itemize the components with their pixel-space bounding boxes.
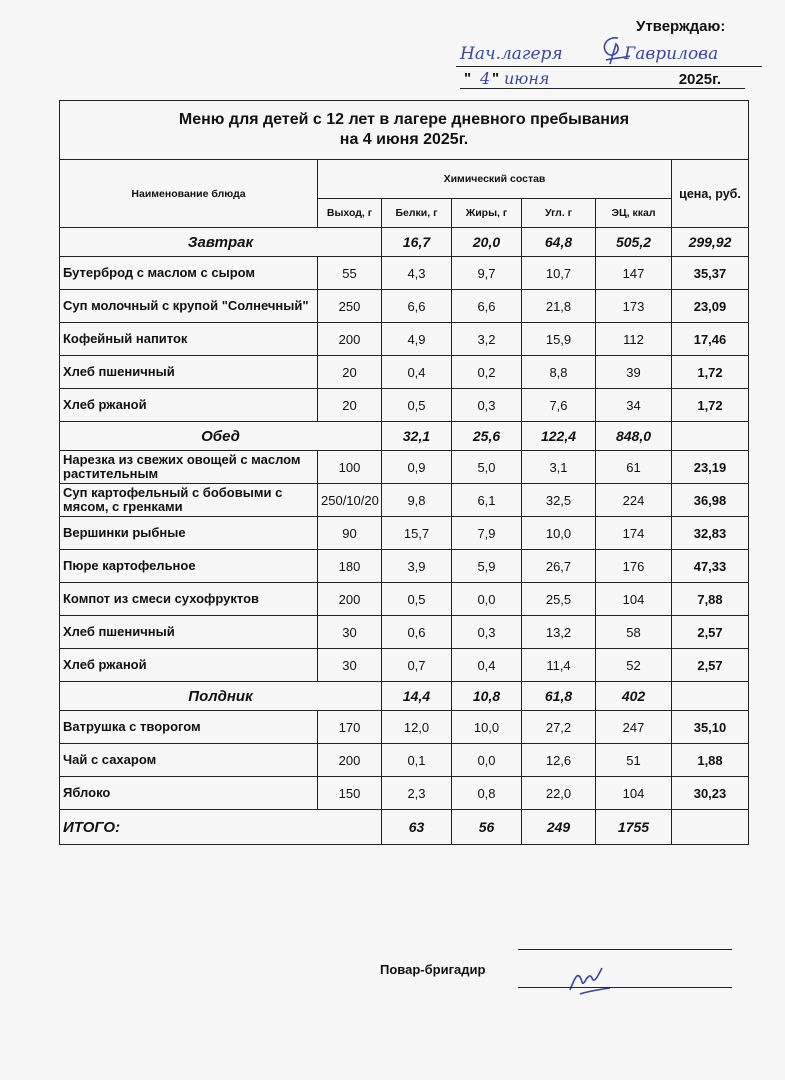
dish-energy: 52 <box>596 649 672 682</box>
dish-energy: 104 <box>596 777 672 810</box>
dish-energy: 247 <box>596 711 672 744</box>
dish-energy: 61 <box>596 451 672 484</box>
dish-fat: 10,0 <box>452 711 522 744</box>
dish-fat: 0,0 <box>452 744 522 777</box>
total-price <box>672 810 749 845</box>
dish-energy: 112 <box>596 323 672 356</box>
dish-yield: 100 <box>318 451 382 484</box>
header-chemical: Химический состав <box>318 160 672 199</box>
dish-fat: 6,6 <box>452 290 522 323</box>
dish-carbs: 22,0 <box>522 777 596 810</box>
section-price: 299,92 <box>672 228 749 257</box>
dish-protein: 0,5 <box>382 389 452 422</box>
total-protein: 63 <box>382 810 452 845</box>
total-row <box>60 810 749 845</box>
dish-price: 7,88 <box>672 583 749 616</box>
menu-title-line-1: Меню для детей с 12 лет в лагере дневного пребывания <box>178 111 630 128</box>
dish-carbs: 7,6 <box>522 389 596 422</box>
dish-price: 17,46 <box>672 323 749 356</box>
dish-energy: 173 <box>596 290 672 323</box>
dish-row <box>60 550 749 583</box>
dish-carbs: 11,4 <box>522 649 596 682</box>
dish-name: Суп молочный с крупой "Солнечный" <box>60 290 318 323</box>
dish-fat: 3,2 <box>452 323 522 356</box>
dish-protein: 2,3 <box>382 777 452 810</box>
dish-energy: 58 <box>596 616 672 649</box>
dish-name: Кофейный напиток <box>60 323 318 356</box>
header-protein: Белки, г <box>382 199 452 228</box>
dish-carbs: 15,9 <box>522 323 596 356</box>
dish-energy: 224 <box>596 484 672 517</box>
dish-row <box>60 583 749 616</box>
dish-carbs: 13,2 <box>522 616 596 649</box>
section-row <box>60 422 749 451</box>
dish-energy: 51 <box>596 744 672 777</box>
section-fat: 20,0 <box>452 228 522 257</box>
dish-name: Нарезка из свежих овощей с маслом растительным <box>60 451 318 484</box>
section-protein: 14,4 <box>382 682 452 711</box>
dish-price: 1,72 <box>672 356 749 389</box>
total-carbs: 249 <box>522 810 596 845</box>
dish-name: Компот из смеси сухофруктов <box>60 583 318 616</box>
section-row <box>60 682 749 711</box>
dish-carbs: 12,6 <box>522 744 596 777</box>
dish-yield: 55 <box>318 257 382 290</box>
cook-signature-line-top <box>518 949 732 950</box>
dish-energy: 39 <box>596 356 672 389</box>
dish-row <box>60 323 749 356</box>
dish-price: 35,37 <box>672 257 749 290</box>
dish-yield: 180 <box>318 550 382 583</box>
cook-signature-mark <box>566 958 616 998</box>
dish-energy: 174 <box>596 517 672 550</box>
dish-price: 36,98 <box>672 484 749 517</box>
date-day: 4 <box>480 69 491 88</box>
dish-fat: 0,8 <box>452 777 522 810</box>
dish-name: Ватрушка с творогом <box>60 711 318 744</box>
dish-name: Хлеб ржаной <box>60 389 318 422</box>
dish-carbs: 25,5 <box>522 583 596 616</box>
dish-row <box>60 290 749 323</box>
dish-fat: 5,0 <box>452 451 522 484</box>
total-label: ИТОГО: <box>60 810 382 845</box>
dish-yield: 20 <box>318 356 382 389</box>
dish-protein: 9,8 <box>382 484 452 517</box>
dish-yield: 150 <box>318 777 382 810</box>
dish-name: Вершинки рыбные <box>60 517 318 550</box>
section-carbs: 122,4 <box>522 422 596 451</box>
dish-price: 23,09 <box>672 290 749 323</box>
date-quote-open: " <box>464 70 472 87</box>
dish-fat: 0,3 <box>452 389 522 422</box>
dish-fat: 0,0 <box>452 583 522 616</box>
section-name: Полдник <box>60 682 382 711</box>
dish-name: Хлеб пшеничный <box>60 356 318 389</box>
dish-price: 35,10 <box>672 711 749 744</box>
dish-yield: 30 <box>318 616 382 649</box>
dish-protein: 0,6 <box>382 616 452 649</box>
section-carbs: 61,8 <box>522 682 596 711</box>
dish-yield: 170 <box>318 711 382 744</box>
dish-protein: 3,9 <box>382 550 452 583</box>
dish-name: Хлеб ржаной <box>60 649 318 682</box>
dish-row <box>60 517 749 550</box>
dish-price: 1,72 <box>672 389 749 422</box>
dish-yield: 200 <box>318 583 382 616</box>
dish-price: 1,88 <box>672 744 749 777</box>
dish-fat: 0,2 <box>452 356 522 389</box>
dish-carbs: 8,8 <box>522 356 596 389</box>
section-carbs: 64,8 <box>522 228 596 257</box>
section-fat: 25,6 <box>452 422 522 451</box>
dish-fat: 0,4 <box>452 649 522 682</box>
dish-yield: 30 <box>318 649 382 682</box>
section-energy: 505,2 <box>596 228 672 257</box>
dish-carbs: 10,0 <box>522 517 596 550</box>
approval-role: Нач.лагеря <box>460 44 563 64</box>
dish-yield: 250 <box>318 290 382 323</box>
header-energy: ЭЦ, ккал <box>596 199 672 228</box>
dish-carbs: 10,7 <box>522 257 596 290</box>
dish-protein: 0,4 <box>382 356 452 389</box>
dish-fat: 0,3 <box>452 616 522 649</box>
approval-name: Гаврилова <box>624 44 719 64</box>
dish-energy: 34 <box>596 389 672 422</box>
dish-row <box>60 257 749 290</box>
dish-yield: 200 <box>318 744 382 777</box>
dish-price: 2,57 <box>672 616 749 649</box>
dish-yield: 90 <box>318 517 382 550</box>
dish-name: Чай с сахаром <box>60 744 318 777</box>
dish-row <box>60 777 749 810</box>
section-protein: 32,1 <box>382 422 452 451</box>
dish-carbs: 27,2 <box>522 711 596 744</box>
dish-name: Пюре картофельное <box>60 550 318 583</box>
dish-protein: 0,9 <box>382 451 452 484</box>
section-energy: 402 <box>596 682 672 711</box>
dish-protein: 4,3 <box>382 257 452 290</box>
dish-price: 2,57 <box>672 649 749 682</box>
section-energy: 848,0 <box>596 422 672 451</box>
dish-row <box>60 649 749 682</box>
dish-row <box>60 389 749 422</box>
dish-fat: 6,1 <box>452 484 522 517</box>
dish-name: Яблоко <box>60 777 318 810</box>
section-protein: 16,7 <box>382 228 452 257</box>
date-year: 2025г. <box>678 71 721 88</box>
approval-signature-line <box>456 36 762 67</box>
dish-protein: 4,9 <box>382 323 452 356</box>
dish-row <box>60 744 749 777</box>
dish-name: Бутерброд с маслом с сыром <box>60 257 318 290</box>
total-energy: 1755 <box>596 810 672 845</box>
dish-yield: 200 <box>318 323 382 356</box>
approval-title: Утверждаю: <box>636 18 726 35</box>
dish-price: 23,19 <box>672 451 749 484</box>
dish-name: Суп картофельный с бобовыми с мясом, с гренками <box>60 484 318 517</box>
dish-carbs: 21,8 <box>522 290 596 323</box>
section-name: Завтрак <box>60 228 382 257</box>
dish-name: Хлеб пшеничный <box>60 616 318 649</box>
dish-fat: 9,7 <box>452 257 522 290</box>
dish-row <box>60 451 749 484</box>
date-month: июня <box>504 69 550 88</box>
dish-protein: 15,7 <box>382 517 452 550</box>
section-row <box>60 228 749 257</box>
header-carbs: Угл. г <box>522 199 596 228</box>
cook-signature-line-bottom <box>518 987 732 988</box>
dish-energy: 147 <box>596 257 672 290</box>
section-price <box>672 422 749 451</box>
dish-protein: 6,6 <box>382 290 452 323</box>
dish-protein: 0,1 <box>382 744 452 777</box>
dish-fat: 5,9 <box>452 550 522 583</box>
section-price <box>672 682 749 711</box>
total-fat: 56 <box>452 810 522 845</box>
dish-price: 47,33 <box>672 550 749 583</box>
cook-label: Повар-бригадир <box>380 962 486 977</box>
dish-carbs: 32,5 <box>522 484 596 517</box>
section-fat: 10,8 <box>452 682 522 711</box>
date-quote-close: " <box>492 70 500 87</box>
menu-title <box>60 101 749 160</box>
dish-yield: 250/10/20 <box>318 484 382 517</box>
header-price: цена, руб. <box>672 160 749 228</box>
dish-carbs: 26,7 <box>522 550 596 583</box>
menu-title-line-2: на 4 июня 2025г. <box>339 131 469 148</box>
section-name: Обед <box>60 422 382 451</box>
dish-energy: 176 <box>596 550 672 583</box>
dish-fat: 7,9 <box>452 517 522 550</box>
dish-row <box>60 356 749 389</box>
approval-date-line <box>460 68 745 89</box>
dish-carbs: 3,1 <box>522 451 596 484</box>
dish-row <box>60 484 749 517</box>
dish-protein: 12,0 <box>382 711 452 744</box>
menu-table <box>59 100 749 845</box>
header-fat: Жиры, г <box>452 199 522 228</box>
dish-row <box>60 711 749 744</box>
dish-price: 32,83 <box>672 517 749 550</box>
dish-price: 30,23 <box>672 777 749 810</box>
dish-row <box>60 616 749 649</box>
dish-yield: 20 <box>318 389 382 422</box>
dish-energy: 104 <box>596 583 672 616</box>
header-yield: Выход, г <box>318 199 382 228</box>
dish-protein: 0,7 <box>382 649 452 682</box>
dish-protein: 0,5 <box>382 583 452 616</box>
header-dish-name: Наименование блюда <box>60 160 318 228</box>
